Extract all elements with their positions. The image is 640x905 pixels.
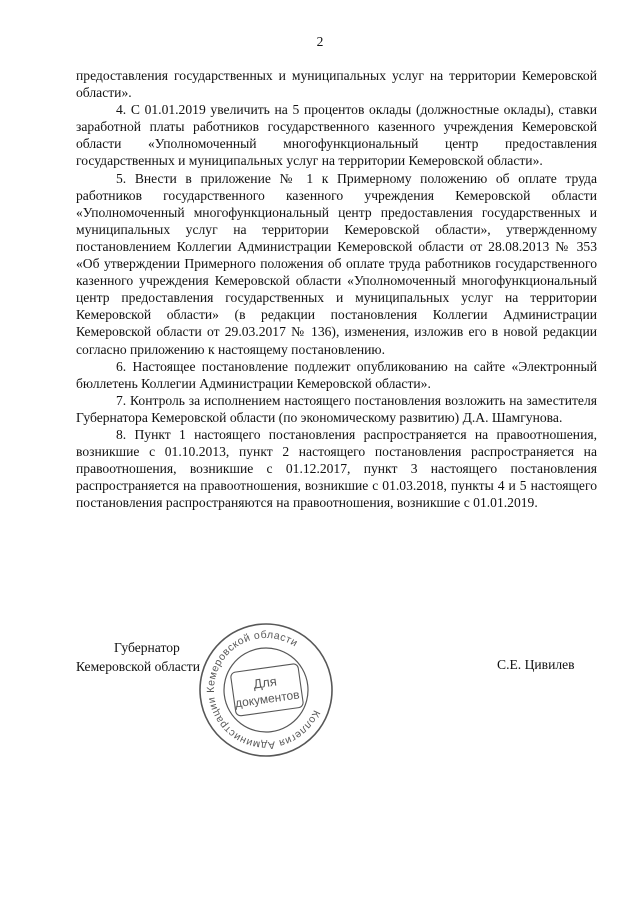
- paragraph: 5. Внести в приложение № 1 к Примерному положению об оплате труда работников государственного казенного учреждения Кемеровской области «Уполномоченный многофункциональный центр предоставления государственных и муниципальных услуг на территории Кемеровской области», утвержденному постановлением Коллегии Администрации Кемеровской области от 28.08.2013 № 353 «Об утверждении Примерного положения об оплате труда работников государственного казенного учреждения Кемеровской области «Уполномоченный многофункциональный центр предоставления государственных и муниципальных услуг на территории Кемеровской области» (в редакции постановления Коллегии Администрации Кемеровской области от 29.03.2017 № 136), изменения, изложив его в новой редакции согласно приложению к настоящему постановлению.: [76, 170, 597, 357]
- signatory-title-line1: Губернатор: [114, 640, 180, 655]
- document-body: [76, 67, 597, 511]
- stamp-ring-textpath: Коллегия Администрации Кемеровской области: [204, 628, 323, 752]
- paragraph: 6. Настоящее постановление подлежит опубликованию на сайте «Электронный бюллетень Коллегии Администрации Кемеровской области».: [76, 358, 597, 391]
- seal-stamp: [196, 620, 336, 760]
- page-number: 2: [316, 34, 324, 49]
- stamp-outer-ring: [196, 620, 336, 760]
- paragraph: 8. Пункт 1 настоящего постановления распространяется на правоотношения, возникшие с 01.10.2013, пункт 2 настоящего постановления распространяется на правоотношения, возникшие с 01.12.2017, пункт 3 настоящего постановления распространяется на правоотношения, возникшие с 01.03.2018, пункты 4 и 5 настоящего постановления распространяются на правоотношения, возникшие с 01.01.2019.: [76, 426, 597, 511]
- signatory-name: С.Е. Цивилев: [497, 657, 575, 672]
- paragraph: 7. Контроль за исполнением настоящего постановления возложить на заместителя Губернатора Кемеровской области (по экономическому развитию) Д.А. Шамгунова.: [76, 392, 597, 425]
- paragraph: предоставления государственных и муниципальных услуг на территории Кемеровской области».: [76, 68, 597, 101]
- stamp-ring-text: [196, 620, 336, 760]
- stamp-center-line1: Для: [252, 673, 278, 692]
- signatory-title-line2: Кемеровской области: [76, 659, 201, 674]
- stamp-center-line2: документов: [234, 687, 301, 711]
- paragraph: 4. С 01.01.2019 увеличить на 5 процентов оклады (должностные оклады), ставки заработной платы работников государственного казенного учреждения Кемеровской области «Уполномоченный многофункциональный центр предоставления государственных и муниципальных услуг на территории Кемеровской области».: [76, 102, 597, 169]
